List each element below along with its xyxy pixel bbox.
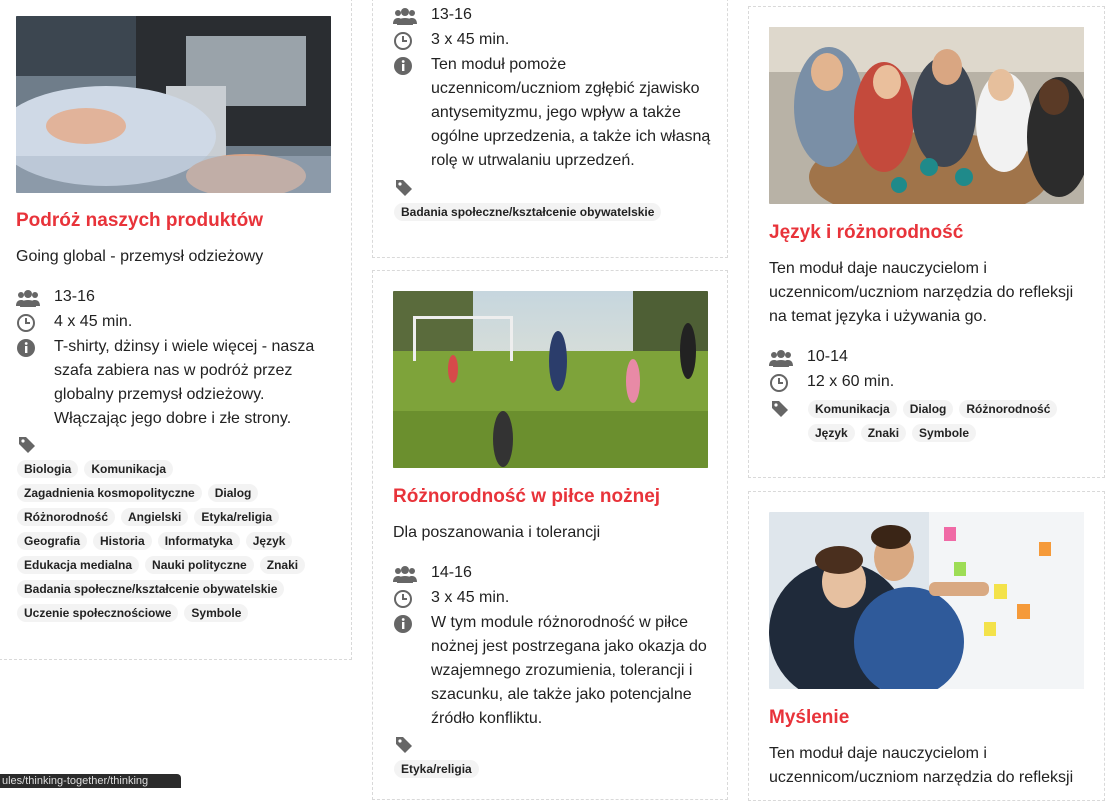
card-meta: [393, 3, 713, 173]
card-subtitle: Ten moduł daje nauczycielom i uczennicom/uczniom narzędzia do refleksji na temat języka i używania go.: [769, 260, 1074, 325]
tag[interactable]: Nauki polityczne: [145, 556, 254, 574]
age-range: 14-16: [431, 564, 472, 581]
tag[interactable]: Geografia: [17, 532, 87, 550]
tag[interactable]: Język: [246, 532, 293, 550]
card-title[interactable]: Myślenie: [769, 707, 850, 728]
tag[interactable]: Informatyka: [158, 532, 240, 550]
module-card-jezyk[interactable]: [748, 6, 1105, 478]
info-icon: [393, 611, 431, 636]
tag[interactable]: Symbole: [912, 424, 976, 442]
tag[interactable]: Badania społeczne/kształcenie obywatelskie: [394, 203, 661, 221]
clock-icon: [16, 310, 54, 335]
tag-list: [394, 203, 714, 221]
card-subtitle: Ten moduł daje nauczycielom i uczennicom/uczniom narzędzia do refleksji: [769, 745, 1074, 786]
status-bar-url: ules/thinking-together/thinking: [0, 774, 181, 788]
info-icon: [393, 53, 431, 78]
module-card-antysemityzm[interactable]: [372, 0, 728, 258]
tag[interactable]: Symbole: [184, 604, 248, 622]
tag-icon: [395, 736, 413, 759]
tag[interactable]: Badania społeczne/kształcenie obywatelskie: [17, 580, 284, 598]
clock-icon: [393, 586, 431, 611]
clock-icon: [769, 370, 807, 395]
card-subtitle: Going global - przemysł odzieżowy: [16, 248, 264, 265]
tag-icon: [771, 400, 789, 423]
duration: 4 x 45 min.: [54, 313, 133, 330]
description: T-shirty, dżinsy i wiele więcej - nasza szafa zabiera nas w podróż przez globalny przemysł odzieżowy. Włączając jego dobre i złe strony.: [54, 338, 315, 427]
tag-icon: [18, 436, 36, 459]
card-image[interactable]: [769, 512, 1084, 689]
card-meta: [769, 345, 1089, 395]
tag[interactable]: Historia: [93, 532, 152, 550]
card-image[interactable]: [769, 27, 1084, 204]
tag[interactable]: Uczenie społecznościowe: [17, 604, 178, 622]
clock-icon: [393, 28, 431, 53]
tag-list: [17, 460, 327, 622]
description: Ten moduł pomoże uczennicom/uczniom zgłębić zjawisko antysemityzmu, jego wpływ a także ogólne uprzedzenia, a także ich własną rolę w utrwalaniu uprzedzeń.: [431, 56, 711, 169]
tag[interactable]: Język: [808, 424, 855, 442]
users-icon: [16, 285, 54, 310]
tag[interactable]: Znaki: [260, 556, 305, 574]
description: W tym module różnorodność w piłce nożnej jest postrzegana jako okazja do wzajemnego zrozumienia, tolerancji i szacunku, ale także jako potencjalne źródło konfliktu.: [431, 614, 707, 727]
tag[interactable]: Edukacja medialna: [17, 556, 139, 574]
tag[interactable]: Różnorodność: [959, 400, 1057, 418]
tag[interactable]: Komunikacja: [808, 400, 897, 418]
card-subtitle: Dla poszanowania i tolerancji: [393, 524, 601, 541]
card-meta: [393, 561, 713, 731]
tag[interactable]: Dialog: [208, 484, 259, 502]
age-range: 13-16: [431, 6, 472, 23]
card-title[interactable]: Podróż naszych produktów: [16, 210, 264, 231]
module-card-myslenie[interactable]: [748, 491, 1105, 801]
duration: 3 x 45 min.: [431, 31, 510, 48]
duration: 12 x 60 min.: [807, 373, 895, 390]
card-meta: [16, 285, 336, 431]
card-image[interactable]: [16, 16, 331, 193]
tag[interactable]: Dialog: [903, 400, 954, 418]
tag-icon: [395, 179, 413, 202]
tag[interactable]: Biologia: [17, 460, 78, 478]
tag[interactable]: Zagadnienia kosmopolityczne: [17, 484, 202, 502]
tag-list: [808, 400, 1078, 442]
tag[interactable]: Etyka/religia: [394, 760, 479, 778]
tag[interactable]: Etyka/religia: [194, 508, 279, 526]
users-icon: [769, 345, 807, 370]
tag[interactable]: Angielski: [121, 508, 188, 526]
module-card-produkty[interactable]: [0, 0, 352, 660]
duration: 3 x 45 min.: [431, 589, 510, 606]
info-icon: [16, 335, 54, 360]
age-range: 13-16: [54, 288, 95, 305]
card-title[interactable]: Język i różnorodność: [769, 222, 964, 243]
card-title[interactable]: Różnorodność w piłce nożnej: [393, 486, 661, 507]
module-card-pilka[interactable]: [372, 270, 728, 800]
users-icon: [393, 561, 431, 586]
tag[interactable]: Różnorodność: [17, 508, 115, 526]
tag[interactable]: Znaki: [861, 424, 906, 442]
card-image[interactable]: [393, 291, 708, 468]
tag-list: [394, 760, 714, 778]
tag[interactable]: Komunikacja: [84, 460, 173, 478]
age-range: 10-14: [807, 348, 848, 365]
users-icon: [393, 3, 431, 28]
